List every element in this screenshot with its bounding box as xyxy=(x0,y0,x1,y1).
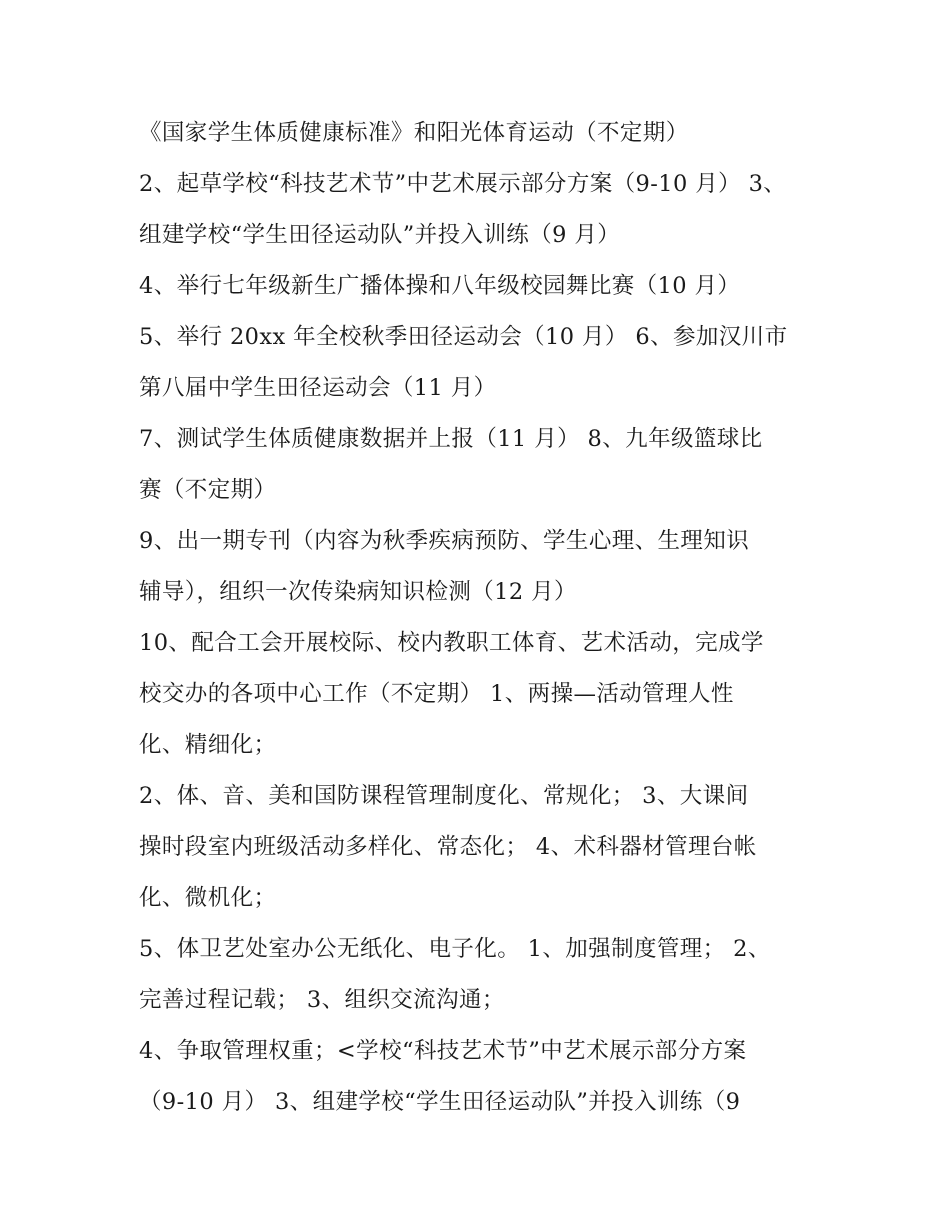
text-line: 完善过程记载； 3、组织交流沟通； xyxy=(139,987,505,1013)
text-line: 5、举行 20xx 年全校秋季田径运动会（10 月） 6、参加汉川市 xyxy=(139,324,788,350)
text-line: 化、精细化； xyxy=(139,732,277,758)
text-line: 2、起草学校“科技艺术节”中艺术展示部分方案（9-10 月） 3、 xyxy=(139,171,787,197)
text-line: 化、微机化； xyxy=(139,885,277,911)
text-line: 4、举行七年级新生广播体操和八年级校园舞比赛（10 月） xyxy=(139,273,741,299)
text-line: 《国家学生体质健康标准》和阳光体育运动（不定期） xyxy=(139,120,689,146)
text-line: 操时段室内班级活动多样化、常态化； 4、术科器材管理台帐 xyxy=(139,834,757,860)
text-line: 2、体、音、美和国防课程管理制度化、常规化； 3、大课间 xyxy=(139,783,749,809)
text-line: 7、测试学生体质健康数据并上报（11 月） 8、九年级篮球比 xyxy=(139,426,763,452)
document-body xyxy=(139,108,819,1128)
text-line: 组建学校“学生田径运动队”并投入训练（9 月） xyxy=(139,222,621,248)
text-line: 第八届中学生田径运动会（11 月） xyxy=(139,375,497,401)
text-line: 辅导），组织一次传染病知识检测（12 月） xyxy=(139,579,577,605)
text-line: 10、配合工会开展校际、校内教职工体育、艺术活动，完成学 xyxy=(139,630,764,656)
text-line: （9-10 月） 3、组建学校“学生田径运动队”并投入训练（9 xyxy=(139,1089,741,1115)
text-line: 5、体卫艺处室办公无纸化、电子化。 1、加强制度管理； 2、 xyxy=(139,936,771,962)
text-line: 9、出一期专刊（内容为秋季疾病预防、学生心理、生理知识 xyxy=(139,528,750,554)
text-line: 校交办的各项中心工作（不定期） 1、两操—活动管理人性 xyxy=(139,681,734,707)
text-line: 4、争取管理权重；<学校“科技艺术节”中艺术展示部分方案 xyxy=(139,1038,747,1064)
text-line: 赛（不定期） xyxy=(139,477,277,503)
